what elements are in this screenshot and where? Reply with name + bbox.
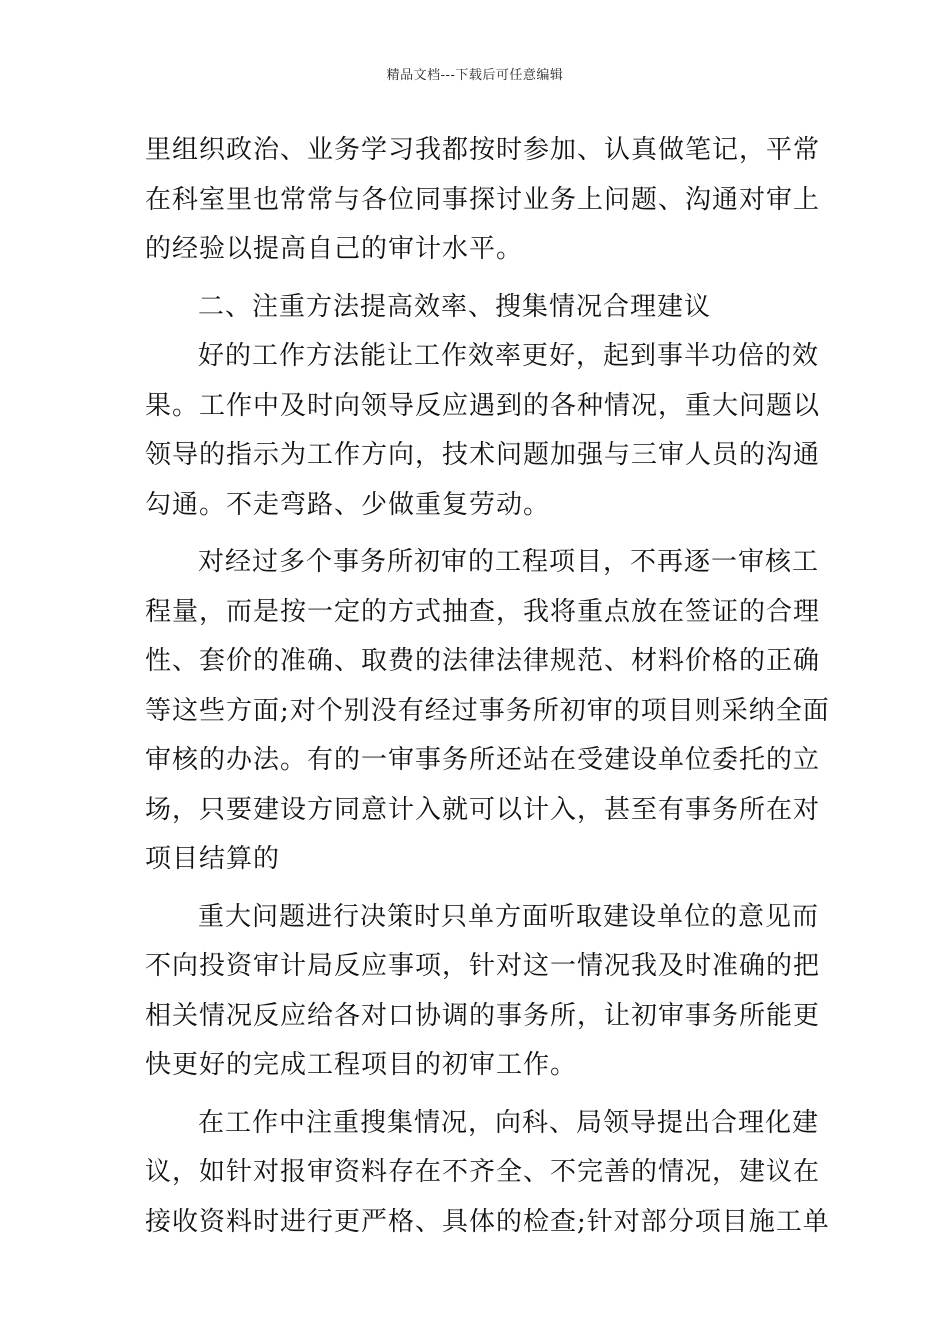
document-body: [145, 126, 830, 1247]
text-line: 勾通。不走弯路、少做重复劳动。: [145, 489, 551, 520]
text-line: 不向投资审计局反应事项，针对这一情况我及时准确的把: [145, 951, 821, 981]
paragraph: [145, 538, 830, 885]
text-line: 二、注重方法提高效率、搜集情况合理建议: [198, 291, 712, 322]
text-line: 对经过多个事务所初审的工程项目，不再逐一审核工: [198, 547, 820, 577]
text-line: 议，如针对报审资料存在不齐全、不完善的情况，建议在: [145, 1157, 821, 1187]
paragraph: [145, 126, 821, 275]
text-line: 场，只要建设方同意计入就可以计入，甚至有事务所在对: [145, 794, 821, 825]
text-line: 好的工作方法能让工作效率更好，起到事半功倍的效: [198, 341, 820, 371]
paragraph: [145, 893, 821, 1091]
text-line: 性、套价的准确、取费的法律法律规范、材料价格的正确: [145, 646, 821, 676]
text-line: 在科室里也常常与各位同事探讨业务上问题、沟通对审上: [145, 184, 821, 215]
text-line: 等这些方面;对个别没有经过事务所初审的项目则采纳全面: [145, 695, 830, 726]
text-line: 接收资料时进行更严格、具体的检查;针对部分项目施工单: [145, 1206, 830, 1237]
paragraph: [145, 1099, 830, 1248]
text-line: 在工作中注重搜集情况，向科、局领导提出合理化建: [198, 1107, 820, 1138]
text-line: 的经验以提高自己的审计水平。: [145, 234, 524, 264]
text-line: 领导的指示为工作方向，技术问题加强与三审人员的沟通: [145, 440, 821, 470]
text-line: 重大问题进行决策时只单方面听取建设单位的意见而: [198, 901, 820, 932]
text-line: 果。工作中及时向领导反应遇到的各种情况，重大问题以: [145, 390, 821, 421]
section-heading: [145, 283, 807, 333]
paragraph: [145, 332, 821, 530]
text-line: 里组织政治、业务学习我都按时参加、认真做笔记，平常: [145, 135, 821, 165]
text-line: 程量，而是按一定的方式抽查，我将重点放在签证的合理: [145, 596, 821, 627]
page-header: 精品文档---下载后可任意编辑: [386, 68, 564, 83]
text-line: 相关情况反应给各对口协调的事务所，让初审事务所能更: [145, 1000, 821, 1031]
text-line: 快更好的完成工程项目的初审工作。: [145, 1050, 578, 1080]
text-line: 项目结算的: [145, 844, 281, 874]
text-line: 审核的办法。有的一审事务所还站在受建设单位委托的立: [145, 745, 821, 775]
